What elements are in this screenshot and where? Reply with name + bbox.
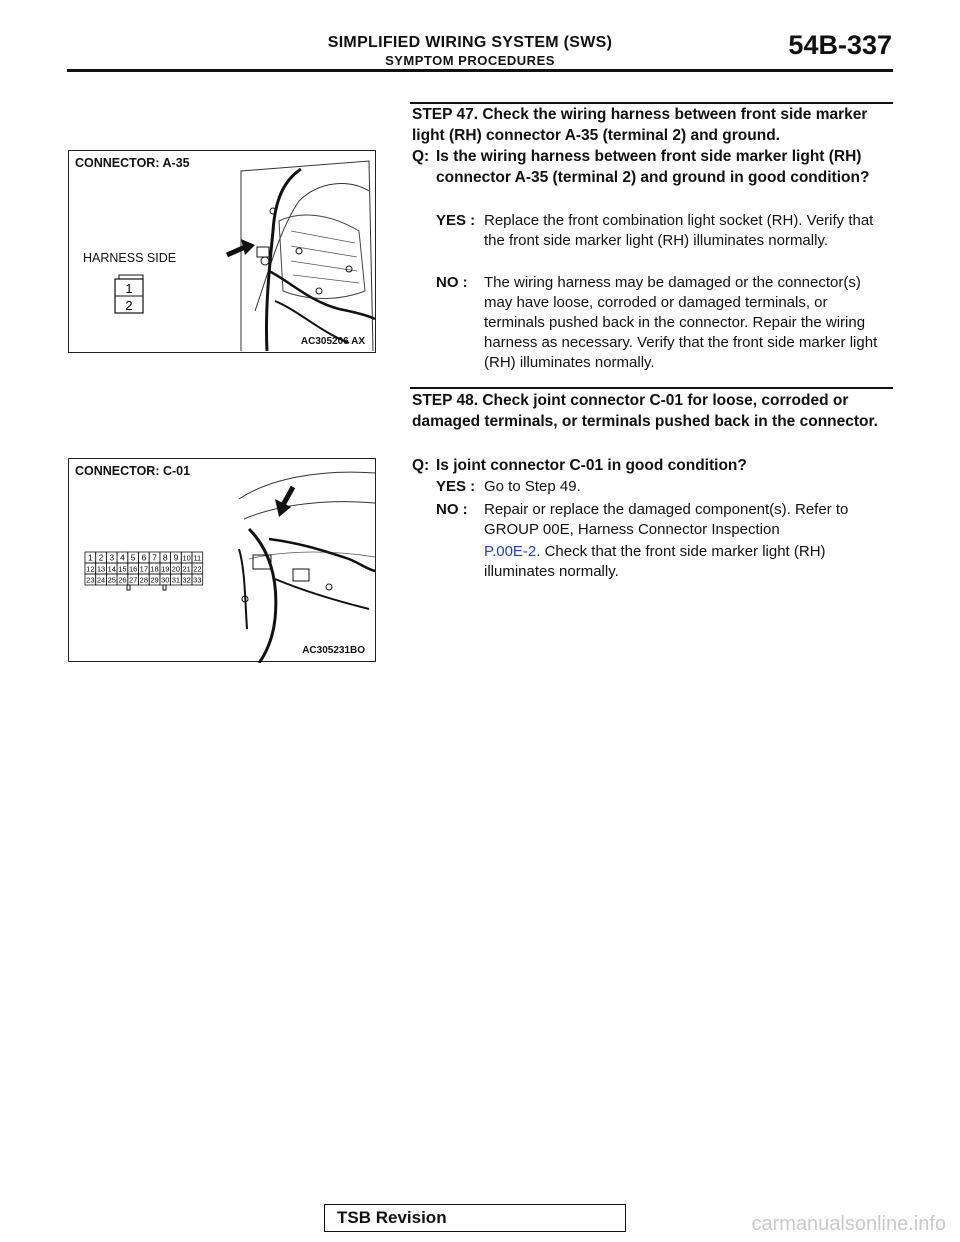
yes-label: YES : <box>436 212 476 229</box>
step-47-yes <box>436 211 892 251</box>
step-47-title: STEP 47. Check the wiring harness between front side marker light (RH) connector A-35 (terminal 2) and ground. <box>412 106 868 144</box>
pin-label: 22 <box>193 564 202 574</box>
pin-label: 33 <box>193 575 202 585</box>
section-subtitle: SYMPTOM PROCEDURES <box>385 53 555 68</box>
pin-label: 18 <box>150 564 159 574</box>
pin-label: 20 <box>171 564 181 574</box>
section-title: SIMPLIFIED WIRING SYSTEM (SWS) <box>327 34 613 51</box>
no-label: NO : <box>436 274 468 291</box>
pin-label: 15 <box>118 564 127 574</box>
question-text: Is joint connector C-01 in good condition? <box>436 457 747 474</box>
pin-label: 30 <box>161 575 170 585</box>
question-text: Is the wiring harness between front side marker light (RH) connector A-35 (terminal 2) and ground in good condition? <box>436 148 870 186</box>
no-text <box>436 500 892 582</box>
connector-latch <box>127 585 130 590</box>
no-text: The wiring harness may be damaged or the connector(s) may have loose, corroded or damaged terminals, or terminals pushed back in the connector. Repair the wiring harness as necessary. Verify that the front side marker light (RH) illuminates normally. <box>484 274 878 371</box>
pin-label: 21 <box>182 564 191 574</box>
pin-2-label: 2 <box>125 298 133 313</box>
connector-latch <box>163 585 166 590</box>
yes-text: Replace the front combination light socket (RH). Verify that the front side marker light (RH) illuminates normally. <box>484 212 874 249</box>
page-number: 54B-337 <box>788 30 892 60</box>
connector-pin-grid <box>85 552 203 590</box>
no-label: NO : <box>436 501 468 518</box>
pin-label: 5 <box>130 552 136 563</box>
pin-label: 23 <box>86 575 95 585</box>
watermark: carmanualsonline.info <box>751 1213 946 1235</box>
pin-label: 3 <box>109 552 115 563</box>
step-48-question <box>412 455 892 476</box>
header-divider <box>67 69 893 72</box>
pin-label: 31 <box>171 575 181 585</box>
pin-label: 26 <box>118 575 127 585</box>
yes-label: YES : <box>436 478 476 495</box>
pin-label: 14 <box>107 564 116 574</box>
pin-label: 12 <box>86 564 95 574</box>
step-47-no <box>436 273 892 373</box>
step-48-yes <box>436 477 892 497</box>
yes-text: Go to Step 49. <box>484 478 581 495</box>
question-label: Q: <box>412 457 430 474</box>
connector-a35-figure <box>68 150 376 353</box>
pin-label: 7 <box>152 552 157 563</box>
no-text-main: Repair or replace the damaged component(s). Refer to GROUP 00E, Harness Connector Inspection <box>484 501 849 538</box>
pin-label: 16 <box>128 564 138 574</box>
pin-label: 28 <box>139 575 149 585</box>
question-label: Q: <box>412 148 430 165</box>
harness-side-label: HARNESS SIDE <box>83 251 177 265</box>
figure-code: AC305206 AX <box>300 336 365 347</box>
pin-label: 9 <box>173 552 179 563</box>
pin-label: 4 <box>120 552 125 563</box>
pin-label: 8 <box>162 552 168 563</box>
pin-label: 1 <box>87 552 93 563</box>
pin-label: 19 <box>161 564 170 574</box>
no-text-tail: . Check that the front side marker light (RH) illuminates normally. <box>484 543 826 580</box>
step-48-no <box>436 500 892 582</box>
step-47-question <box>412 146 892 188</box>
figure-title: CONNECTOR: A-35 <box>75 156 190 170</box>
pin-1-label: 1 <box>125 281 133 296</box>
pin-label: 11 <box>193 553 202 563</box>
page-link[interactable]: P.00E-2 <box>484 543 537 560</box>
figure-title: CONNECTOR: C-01 <box>75 464 191 478</box>
pin-label: 10 <box>182 553 191 563</box>
pin-label: 2 <box>98 552 104 563</box>
pin-label: 29 <box>150 575 159 585</box>
pin-label: 24 <box>96 575 106 585</box>
step-48-title: STEP 48. Check joint connector C-01 for loose, corroded or damaged terminals, or terminals pushed back in the connector. <box>412 392 878 430</box>
connector-c01-figure <box>68 458 376 662</box>
dashboard-illustration <box>69 459 377 663</box>
pin-label: 27 <box>128 575 138 585</box>
pin-label: 13 <box>96 564 106 574</box>
pin-label: 6 <box>141 552 147 563</box>
figure-code: AC305231BO <box>302 645 365 656</box>
step-divider <box>410 387 893 389</box>
pin-label: 32 <box>182 575 191 585</box>
pin-label: 17 <box>139 564 149 574</box>
tsb-revision-box: TSB Revision <box>324 1204 626 1232</box>
pin-label: 25 <box>107 575 116 585</box>
